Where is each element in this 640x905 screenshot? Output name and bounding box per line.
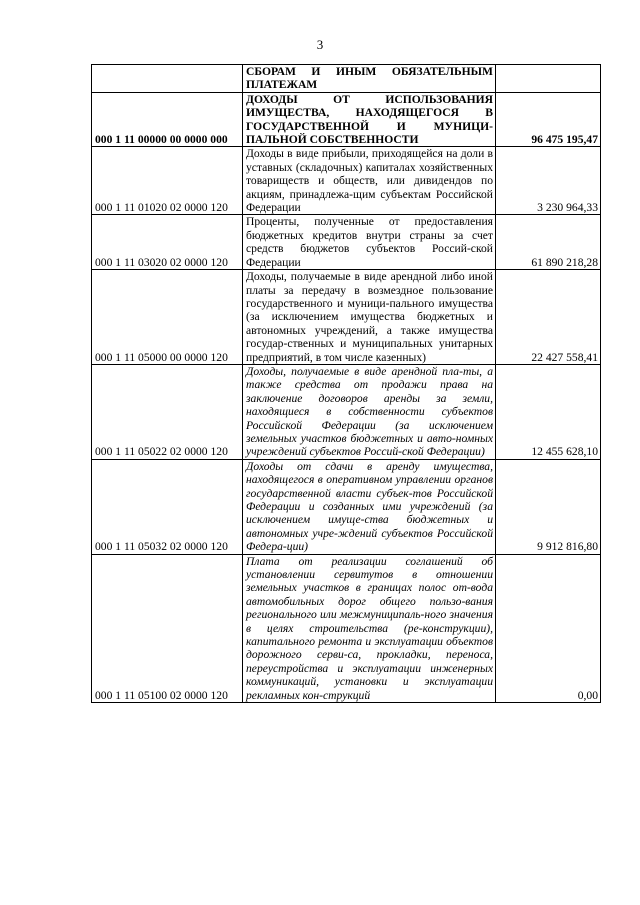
revenue-name-cell: Доходы в виде прибыли, приходящейся на доли в уставных (складочных) капиталах хозяйственных товариществ и обществ, или дивидендов по акциям, принадлежа-щим субъектам Российской Федерации: [243, 147, 496, 215]
revenue-name-cell: Доходы от сдачи в аренду имущества, находящегося в оперативном управлении органов государственной власти субъек-тов Российской Федерации и созданных ими учреждений (за исключением имуще-ства бюджетных и автономных учре-ждений субъектов Российской Федера-ции): [243, 459, 496, 554]
budget-code-cell: 000 1 11 01020 02 0000 120: [92, 147, 243, 215]
table-row: [92, 65, 601, 93]
revenue-name-cell: Плата от реализации соглашений об установлении сервитутов в отношении земельных участков в границах полос от-вода автомобильных дорог общего пользо-вания регионального или межмуниципаль-ного значения в целях строительства (ре-конструкции), капитального ремонта и эксплуатации объектов дорожного серви-са, прокладки, переноса, переустройства и эксплуатации инженерных коммуникаций, установки и эксплуатации рекламных кон-струкций: [243, 554, 496, 702]
table-row: [92, 147, 601, 215]
amount-cell: 22 427 558,41: [496, 270, 601, 365]
budget-code-cell: 000 1 11 05100 02 0000 120: [92, 554, 243, 702]
amount-cell: 61 890 218,28: [496, 215, 601, 270]
table-row: [92, 364, 601, 459]
table-row: [92, 270, 601, 365]
revenue-table: [91, 64, 601, 703]
amount-cell: 9 912 816,80: [496, 459, 601, 554]
amount-cell: 3 230 964,33: [496, 147, 601, 215]
amount-cell: [496, 65, 601, 93]
page-number: 3: [316, 37, 324, 52]
revenue-name-cell: Проценты, полученные от предоставления бюджетных кредитов внутри страны за счет средств бюджетов субъектов Россий-ской Федерации: [243, 215, 496, 270]
revenue-name-cell: ДОХОДЫ ОТ ИСПОЛЬЗОВАНИЯ ИМУЩЕСТВА, НАХОДЯЩЕГОСЯ В ГОСУДАРСТВЕННОЙ И МУНИЦИ-ПАЛЬНОЙ СОБСТВЕННОСТИ: [243, 92, 496, 147]
budget-code-cell: 000 1 11 05032 02 0000 120: [92, 459, 243, 554]
revenue-name-cell: Доходы, получаемые в виде арендной либо иной платы за передачу в возмездное пользование государственного и муници-пального имущества (за исключением имущества бюджетных и автономных учреждений, а также имущества государ-ственных и муниципальных унитарных предприятий, в том числе казенных): [243, 270, 496, 365]
table-row: [92, 215, 601, 270]
table-row: [92, 92, 601, 147]
budget-code-cell: 000 1 11 03020 02 0000 120: [92, 215, 243, 270]
amount-cell: 12 455 628,10: [496, 364, 601, 459]
revenue-name-cell: Доходы, получаемые в виде арендной пла-ты, а также средства от продажи права на заключение договоров аренды за земли, находящиеся в собственности субъектов Российской Федерации (за исключением земельных участков бюджетных и авто-номных учреждений субъектов Россий-ской Федерации): [243, 364, 496, 459]
budget-code-cell: 000 1 11 05000 00 0000 120: [92, 270, 243, 365]
budget-code-cell: [92, 65, 243, 93]
amount-cell: 0,00: [496, 554, 601, 702]
table-row: [92, 554, 601, 702]
revenue-name-cell: СБОРАМ И ИНЫМ ОБЯЗАТЕЛЬНЫМ ПЛАТЕЖАМ: [243, 65, 496, 93]
budget-code-cell: 000 1 11 05022 02 0000 120: [92, 364, 243, 459]
amount-cell: 96 475 195,47: [496, 92, 601, 147]
table-row: [92, 459, 601, 554]
budget-code-cell: 000 1 11 00000 00 0000 000: [92, 92, 243, 147]
